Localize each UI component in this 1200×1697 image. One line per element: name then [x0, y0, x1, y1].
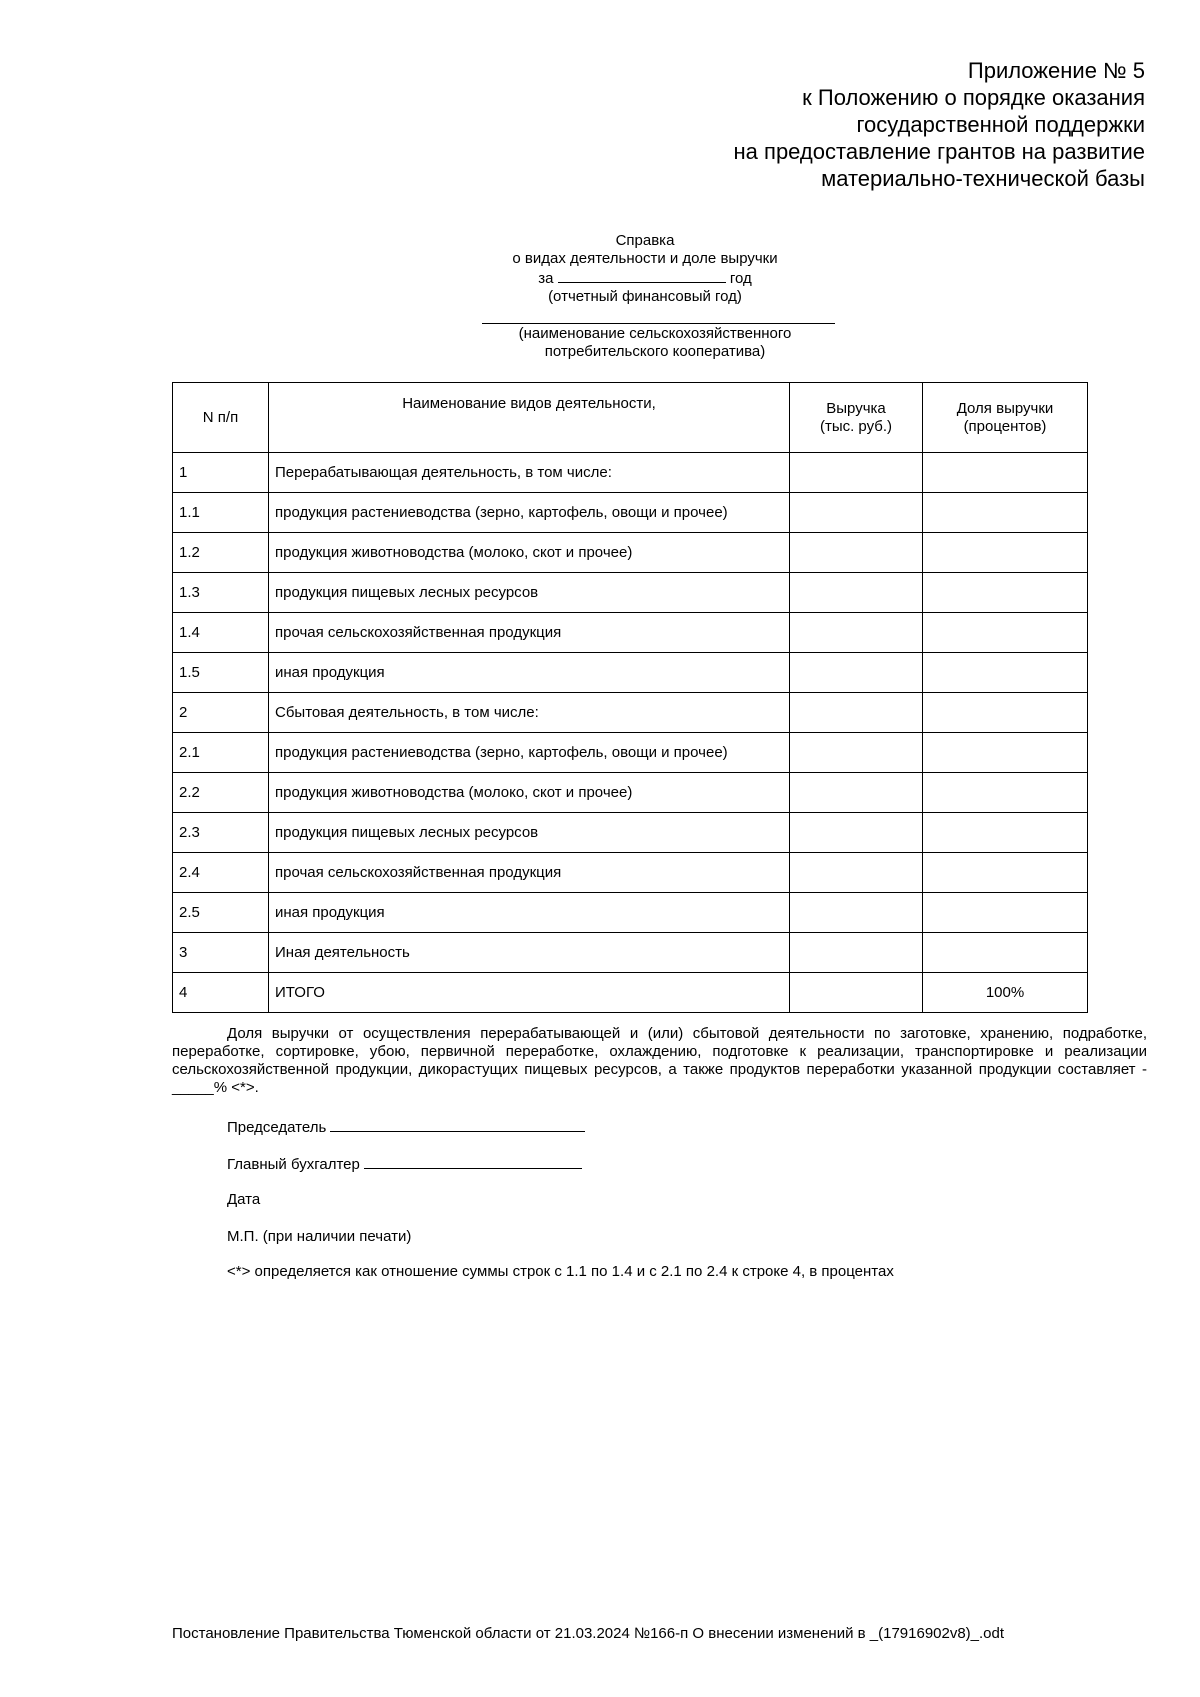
appendix-line-2: к Положению о порядке оказания — [802, 85, 1145, 110]
chairman-signature — [227, 1117, 585, 1136]
cell-number: 1.4 — [173, 613, 269, 653]
accountant-label: Главный бухгалтер — [227, 1156, 360, 1173]
seal-field — [227, 1228, 411, 1245]
cell-number: 1 — [173, 453, 269, 493]
appendix-line-1: Приложение № 5 — [967, 58, 1145, 83]
cell-revenue[interactable] — [790, 693, 923, 733]
cell-activity-name: прочая сельскохозяйственная продукция — [269, 613, 790, 653]
cell-share[interactable] — [923, 773, 1088, 813]
organization-name-blank[interactable] — [482, 323, 835, 324]
cell-activity-name: иная продукция — [269, 653, 790, 693]
period-caption: (отчетный финансовый год) — [548, 288, 742, 305]
appendix-line-3: государственной поддержки — [856, 112, 1145, 137]
cell-share[interactable] — [923, 733, 1088, 773]
certificate-title: Справка — [615, 232, 675, 249]
footnote — [227, 1263, 894, 1280]
appendix-header — [734, 57, 1145, 192]
cell-share[interactable] — [923, 533, 1088, 573]
cell-share[interactable] — [923, 573, 1088, 613]
cell-share[interactable] — [923, 893, 1088, 933]
header-revenue — [790, 383, 923, 453]
cell-share[interactable] — [923, 493, 1088, 533]
cell-activity-name: Сбытовая деятельность, в том числе: — [269, 693, 790, 733]
cell-number: 1.3 — [173, 573, 269, 613]
chairman-blank[interactable] — [330, 1117, 585, 1132]
page-footer — [172, 1625, 1004, 1642]
cell-share[interactable] — [923, 693, 1088, 733]
table-header-row — [173, 383, 1088, 453]
table-row — [173, 893, 1088, 933]
cell-number: 4 — [173, 973, 269, 1013]
cell-revenue[interactable] — [790, 933, 923, 973]
cell-share[interactable] — [923, 933, 1088, 973]
cell-revenue[interactable] — [790, 733, 923, 773]
cell-share[interactable]: 100% — [923, 973, 1088, 1013]
cell-activity-name: прочая сельскохозяйственная продукция — [269, 853, 790, 893]
table-row — [173, 973, 1088, 1013]
header-activity-text: Наименование видов деятельности, — [402, 395, 656, 412]
cell-revenue[interactable] — [790, 613, 923, 653]
table-row — [173, 813, 1088, 853]
cell-number: 2.5 — [173, 893, 269, 933]
table-row — [173, 533, 1088, 573]
cell-revenue[interactable] — [790, 453, 923, 493]
org-caption-line-1: (наименование сельскохозяйственного — [518, 325, 792, 342]
note-text: Доля выручки от осуществления перерабатывающей и (или) сбытовой деятельности по заготовке, хранению, подработке, переработке, сортировке, убою, первичной переработке, охлаждению, подготовке к реализации, транспортировке и реализации сельскохозяйственной продукции, дикорастущих пищевых ресурсов, а также продуктов переработки указанной продукции составляет - — [172, 1025, 1147, 1078]
cell-number: 1.1 — [173, 493, 269, 533]
accountant-blank[interactable] — [364, 1154, 582, 1169]
cell-number: 2.1 — [173, 733, 269, 773]
cell-revenue[interactable] — [790, 533, 923, 573]
cell-share[interactable] — [923, 613, 1088, 653]
cell-number: 2.4 — [173, 853, 269, 893]
seal-label: М.П. (при наличии печати) — [227, 1228, 412, 1245]
cell-activity-name: продукция пищевых лесных ресурсов — [269, 813, 790, 853]
revenue-share-note — [172, 1025, 1147, 1097]
table-row — [173, 453, 1088, 493]
cell-number: 3 — [173, 933, 269, 973]
cell-activity-name: продукция животноводства (молоко, скот и прочее) — [269, 773, 790, 813]
header-revenue-text: Выручка (тыс. руб.) — [819, 399, 893, 435]
table-row — [173, 573, 1088, 613]
cell-revenue[interactable] — [790, 573, 923, 613]
cell-revenue[interactable] — [790, 973, 923, 1013]
header-share — [923, 383, 1088, 453]
cell-activity-name: продукция растениеводства (зерно, картофель, овощи и прочее) — [269, 733, 790, 773]
certificate-heading — [440, 232, 850, 306]
table-row — [173, 733, 1088, 773]
table-row — [173, 853, 1088, 893]
cell-revenue[interactable] — [790, 653, 923, 693]
cell-number: 2.3 — [173, 813, 269, 853]
table-row — [173, 933, 1088, 973]
header-number-text: N п/п — [202, 408, 239, 426]
organization-caption — [440, 325, 870, 361]
period-suffix: год — [729, 270, 752, 287]
cell-number: 1.5 — [173, 653, 269, 693]
cell-revenue[interactable] — [790, 893, 923, 933]
activity-table — [172, 382, 1088, 1013]
cell-revenue[interactable] — [790, 493, 923, 533]
cell-number: 1.2 — [173, 533, 269, 573]
date-label: Дата — [227, 1191, 261, 1208]
period-line — [440, 268, 850, 288]
footer-text: Постановление Правительства Тюменской области от 21.03.2024 №166-п О внесении изменений в _(17916902v8)_.odt — [172, 1625, 1005, 1642]
period-blank[interactable] — [558, 268, 726, 283]
cell-activity-name: ИТОГО — [269, 973, 790, 1013]
cell-share[interactable] — [923, 453, 1088, 493]
cell-revenue[interactable] — [790, 773, 923, 813]
table-row — [173, 773, 1088, 813]
cell-number: 2 — [173, 693, 269, 733]
note-blank[interactable]: _____ — [172, 1079, 214, 1096]
chairman-label: Председатель — [227, 1119, 327, 1136]
accountant-signature — [227, 1154, 582, 1173]
cell-share[interactable] — [923, 653, 1088, 693]
cell-share[interactable] — [923, 813, 1088, 853]
header-activity — [269, 383, 790, 453]
table-row — [173, 613, 1088, 653]
table-row — [173, 653, 1088, 693]
header-number — [173, 383, 269, 453]
org-caption-line-2: потребительского кооператива) — [544, 343, 766, 360]
cell-number: 2.2 — [173, 773, 269, 813]
table-row — [173, 493, 1088, 533]
appendix-line-4: на предоставление грантов на развитие — [733, 139, 1145, 164]
date-field — [227, 1191, 260, 1208]
header-share-text: Доля выручки (процентов) — [956, 399, 1054, 435]
cell-activity-name: иная продукция — [269, 893, 790, 933]
certificate-subtitle: о видах деятельности и доле выручки — [512, 250, 778, 267]
appendix-line-5: материально-технической базы — [821, 166, 1145, 191]
period-prefix: за — [538, 270, 554, 287]
cell-activity-name: продукция растениеводства (зерно, картофель, овощи и прочее) — [269, 493, 790, 533]
cell-share[interactable] — [923, 853, 1088, 893]
cell-activity-name: продукция животноводства (молоко, скот и прочее) — [269, 533, 790, 573]
cell-revenue[interactable] — [790, 853, 923, 893]
cell-activity-name: продукция пищевых лесных ресурсов — [269, 573, 790, 613]
table-row — [173, 693, 1088, 733]
cell-activity-name: Перерабатывающая деятельность, в том числе: — [269, 453, 790, 493]
cell-activity-name: Иная деятельность — [269, 933, 790, 973]
footnote-text: <*> определяется как отношение суммы строк с 1.1 по 1.4 и с 2.1 по 2.4 к строке 4, в процентах — [227, 1263, 894, 1280]
note-suffix: % <*>. — [213, 1079, 259, 1096]
cell-revenue[interactable] — [790, 813, 923, 853]
